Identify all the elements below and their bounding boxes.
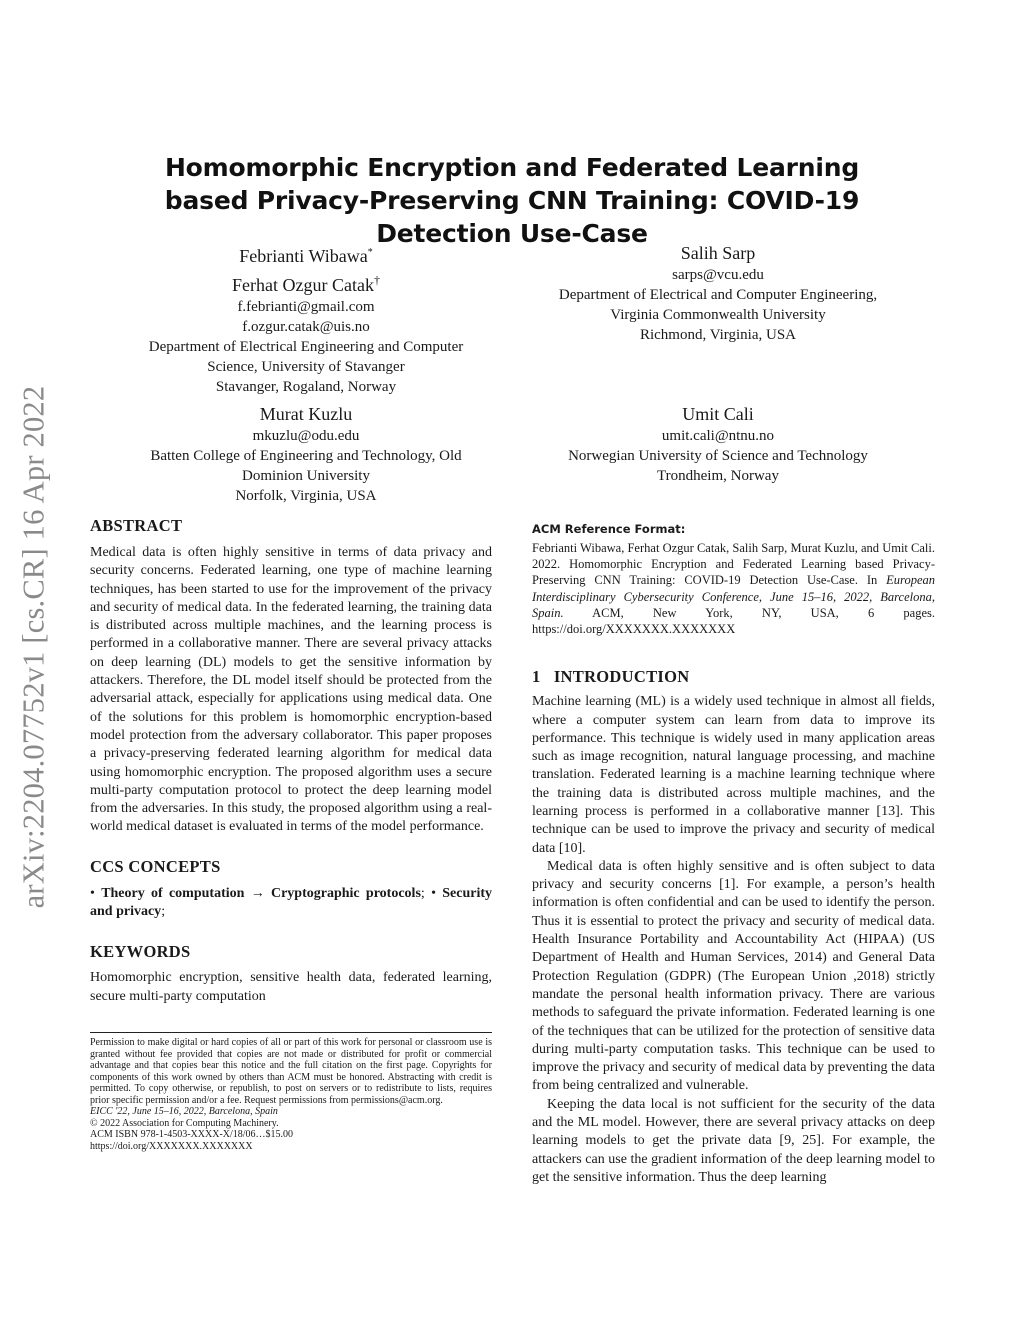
left-column	[90, 516, 492, 1006]
author-name: Murat Kuzlu	[259, 404, 353, 424]
conference-info: EICC '22, June 15–16, 2022, Barcelona, Spain	[90, 1106, 278, 1117]
author-email: sarps@vcu.edu	[672, 267, 764, 283]
author-affiliation: Trondheim, Norway	[657, 468, 779, 484]
ccs-bullet: •	[431, 885, 436, 901]
ccs-bullet: •	[90, 885, 95, 901]
ccs-term: Security and privacy	[90, 885, 493, 920]
acm-reference-citation: Febrianti Wibawa, Ferhat Ozgur Catak, Salih Sarp, Murat Kuzlu, and Umit Cali. 2022. Homomorphic Encryption and Federated Learning based Privacy-Preserving CNN Training: COVID-19 Detection Use-Case. In	[532, 541, 935, 588]
ccs-separator: ;	[420, 885, 425, 901]
author-name: Umit Cali	[682, 404, 754, 424]
ccs-separator: ;	[161, 904, 166, 920]
introduction-paragraph: Keeping the data local is not sufficient for the security of the data and the ML model. However, there are several privacy attacks on deep learning models to get the private data [9, 25]. For example, the attackers can use the gradient information of the deep learning model to get the sensitive information. Thus the deep learning	[532, 1096, 935, 1185]
author-footnote-mark: *	[367, 247, 373, 258]
acm-reference-label: ACM Reference Format:	[532, 522, 686, 536]
permission-footnote	[90, 1032, 492, 1152]
introduction-paragraph: Machine learning (ML) is a widely used technique in almost all fields, where a computer system can learn from data to improve its performance. This technique is widely used in many application areas such as image recognition, natural language processing, and machine translation. Federated learning is a machine learning technique where the training data is distributed across multiple machines, and the learning process is performed in a collaborative manner [13]. This technique can be used to improve the privacy and security of medical data [10].	[532, 694, 935, 856]
keywords-heading: KEYWORDS	[90, 942, 191, 962]
permission-text: Permission to make digital or hard copies of all or part of this work for personal or classroom use is granted without fee provided that copies are not made or distributed for profit or commercial advantage and that copies bear this notice and the full citation on the first page. Copyrights for components of this work owned by others than ACM must be honored. Abstracting with credit is permitted. To copy otherwise, or republish, to post on servers or to redistribute to lists, requires prior specific permission and/or a fee. Request permissions from permissions@acm.org.	[90, 1037, 492, 1106]
isbn-line: ACM ISBN 978-1-4503-XXXX-X/18/06…$15.00	[90, 1129, 294, 1140]
ccs-arrow: →	[250, 885, 265, 901]
doi-line: https://doi.org/XXXXXXX.XXXXXXX	[90, 1140, 253, 1152]
author-affiliation: Science, University of Stavanger	[207, 359, 405, 375]
author-email: umit.cali@ntnu.no	[661, 428, 775, 444]
paper-title: Homomorphic Encryption and Federated Learning based Privacy-Preserving CNN Training: COVID-19 Detection Use-Case	[164, 152, 860, 248]
author-email: f.febrianti@gmail.com	[237, 299, 375, 315]
author-affiliation: Department of Electrical Engineering and Computer	[148, 339, 464, 355]
author-block-3	[100, 402, 512, 506]
author-email: f.ozgur.catak@uis.no	[242, 319, 370, 335]
author-affiliation: Department of Electrical and Computer Engineering,	[558, 287, 878, 303]
author-footnote-mark: †	[373, 273, 380, 287]
abstract-heading: ABSTRACT	[90, 516, 183, 535]
author-affiliation: Richmond, Virginia, USA	[639, 327, 797, 343]
ccs-term: Theory of computation	[101, 885, 245, 901]
author-block-2	[512, 241, 924, 345]
keywords-text: Homomorphic encryption, sensitive health data, federated learning, secure multi-party computation	[90, 970, 492, 1004]
author-affiliation: Norwegian University of Science and Technology	[568, 448, 868, 464]
author-affiliation: Batten College of Engineering and Technology, Old	[150, 448, 462, 464]
introduction-heading: 1 INTRODUCTION	[532, 667, 690, 687]
acm-reference-text	[532, 540, 935, 637]
author-name: Ferhat Ozgur Catak	[232, 275, 374, 295]
author-affiliation: Virginia Commonwealth University	[610, 307, 826, 323]
acm-reference-publisher: ACM, New York, NY, USA, 6 pages. https://doi.org/XXXXXXX.XXXXXXX	[532, 605, 935, 637]
right-column	[532, 522, 935, 1187]
copyright-line: © 2022 Association for Computing Machinery.	[90, 1117, 279, 1129]
arxiv-stamp	[14, 352, 54, 942]
ccs-concepts-heading: CCS CONCEPTS	[90, 856, 221, 876]
author-name: Salih Sarp	[680, 243, 756, 263]
ccs-term: Cryptographic protocols	[270, 885, 421, 901]
author-affiliation: Stavanger, Rogaland, Norway	[215, 379, 397, 395]
introduction-paragraph: Medical data is often highly sensitive and is often subject to data privacy and security concerns [1]. For example, a person’s health information is often confidential and can be used to identify the person. Thus it is essential to protect the privacy and security of medical data. Health Insurance Portability and Accountability Act (HIPAA) (US Department of Health and Human Services, 2014) and General Data Protection Regulation (GDPR) (The European Union ,2018) strictly mandate the personal health information privacy. There are various methods to safeguard the private information. Federated learning is one of the techniques that can be utilized for the protection of sensitive data during multi-party computation tasks. This technique can be used to improve the privacy and security of medical data by preventing the data from being centralized and vulnerable.	[532, 858, 935, 1094]
abstract-text: Medical data is often highly sensitive in terms of data privacy and security concerns. Federated learning, one type of machine learning techniques, has been started to use for the improvement of the privacy and security of medical data. In the federated learning, the training data is distributed across multiple machines, and the learning process is performed in a collaborative manner. There are several privacy attacks on deep learning (DL) models to get the sensitive information by attackers. Therefore, the DL model itself should be protected from the adversarial attack, especially for applications using medical data. One of the solutions for this problem is homomorphic encryption-based model protection from the adversary collaborator. This paper proposes a privacy-preserving federated learning algorithm for medical data using homomorphic encryption. The proposed algorithm uses a secure multi-party computation protocol to protect the deep learning model from the adversaries. In this study, the proposed algorithm using a real-world medical dataset is evaluated in terms of the model performance.	[90, 545, 492, 835]
acm-reference-venue: European Interdisciplinary Cybersecurity Conference, June 15–16, 2022, Barcelona, Spain.	[532, 573, 935, 620]
author-name: Febrianti Wibawa	[239, 246, 368, 266]
author-email: mkuzlu@odu.edu	[252, 428, 360, 444]
author-block-1	[100, 241, 512, 397]
arxiv-stamp-text: arXiv:2204.07752v1 [cs.CR] 16 Apr 2022	[16, 385, 51, 909]
author-affiliation: Norfolk, Virginia, USA	[235, 488, 377, 504]
author-affiliation: Dominion University	[242, 468, 370, 484]
author-block-4	[512, 402, 924, 486]
ccs-concepts-text	[90, 885, 492, 922]
